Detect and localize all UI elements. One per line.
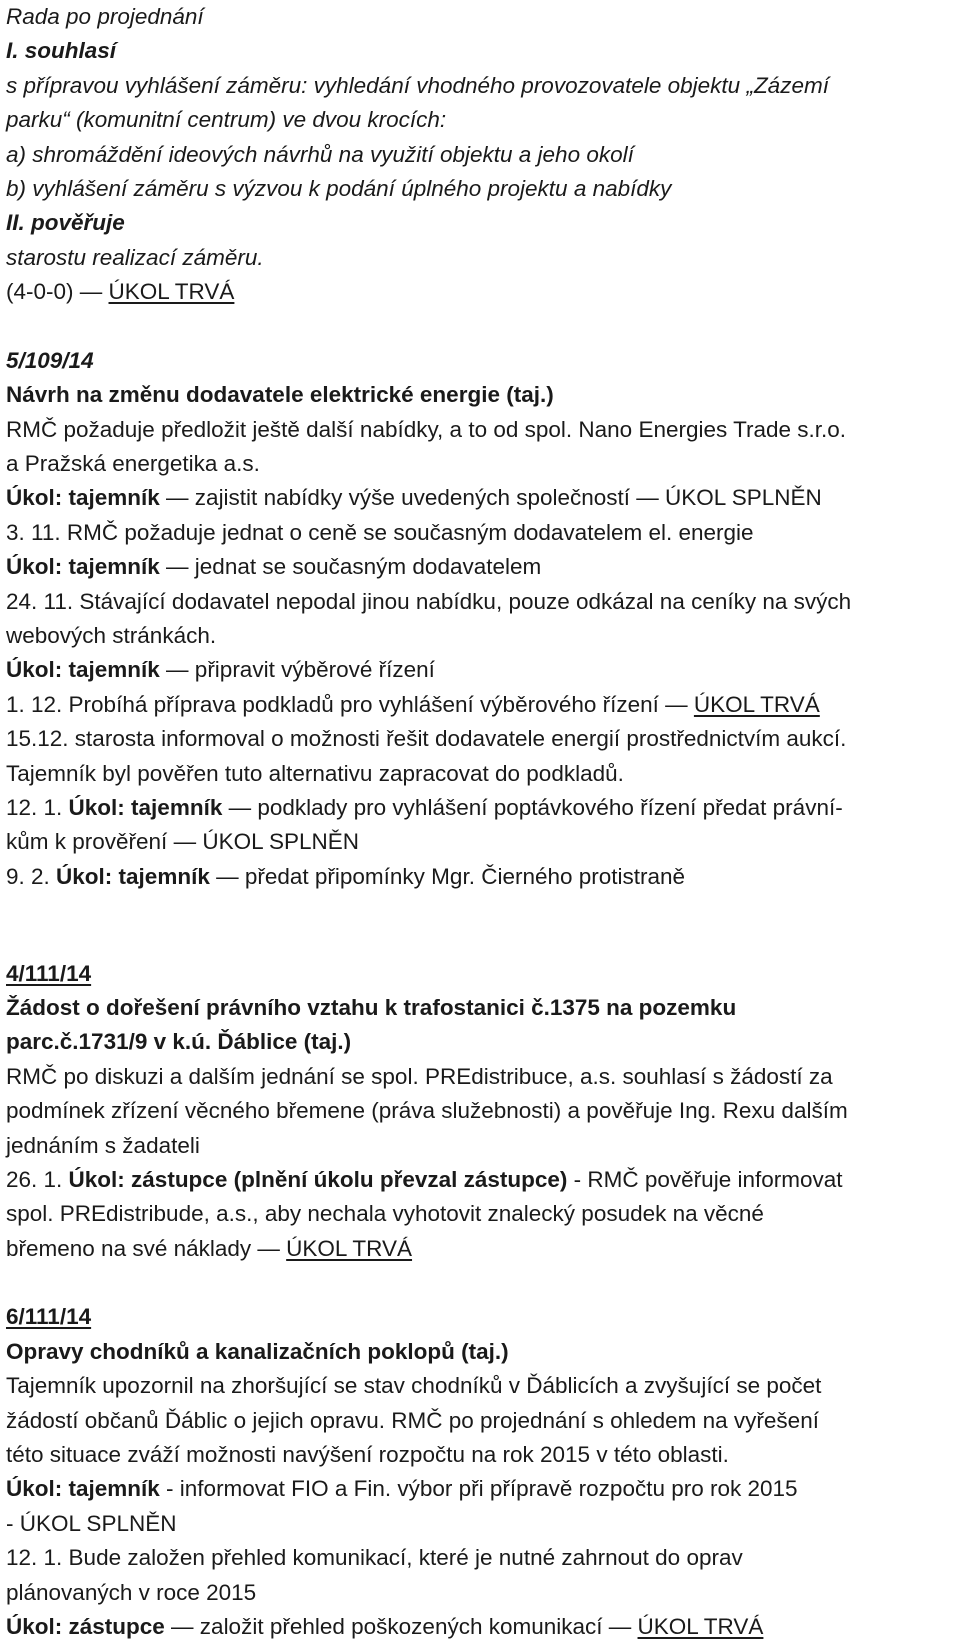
task-status: ÚKOL TRVÁ — [637, 1613, 764, 1639]
vote-result: (4-0-0) — — [6, 279, 109, 305]
task-line — [6, 860, 960, 894]
text-line: žádostí občanů Ďáblic o jejich opravu. RMČ po projednání s ohledem na vyřešení — [6, 1407, 819, 1433]
text-line: této situace zváží možnosti navýšení rozpočtu na rok 2015 v této oblasti. — [6, 1442, 729, 1468]
task-text: — založit přehled poškozených komunikací — — [164, 1613, 638, 1639]
item-number: 6/111/14 — [6, 1304, 92, 1330]
spacer — [6, 929, 960, 957]
spacer — [6, 310, 960, 344]
task-assignee: Úkol: zástupce — [6, 1613, 165, 1639]
list-item-a: a) shromáždění ideových návrhů na využití objektu a jeho okolí — [6, 141, 634, 167]
text-line: starostu realizací záměru. — [6, 244, 264, 270]
task-assignee: Úkol: tajemník — [6, 554, 160, 580]
text-line: 15.12. starosta informoval o možnosti řešit dodavatele energií prostřednictvím aukcí. — [6, 726, 847, 752]
text-line: spol. PREdistribude, a.s., aby nechala vyhotovit znalecký posudek na věcné — [6, 1201, 764, 1227]
task-text: 1. 12. Probíhá příprava podkladů pro vyhlášení výběrového řízení — — [6, 691, 694, 717]
text-line: jednáním s žadateli — [6, 1132, 200, 1158]
text-line: 24. 11. Stávající dodavatel nepodal jinou nabídku, pouze odkázal na ceníky na svých — [6, 588, 852, 614]
item-title: parc.č.1731/9 v k.ú. Ďáblice (taj.) — [6, 1029, 352, 1055]
task-line — [6, 1610, 960, 1644]
text-line: - ÚKOL SPLNĚN — [6, 1510, 177, 1536]
task-line — [6, 1163, 960, 1197]
text-line — [6, 1232, 960, 1266]
item-title: Návrh na změnu dodavatele elektrické energie (taj.) — [6, 382, 554, 408]
task-line — [6, 550, 960, 584]
text-line: Tajemník upozornil na zhoršující se stav chodníků v Ďáblicích a zvyšující se počet — [6, 1373, 822, 1399]
task-text: — zajistit nabídky výše uvedených společností — ÚKOL SPLNĚN — [159, 485, 822, 511]
task-line — [6, 481, 960, 515]
text-line: s přípravou vyhlášení záměru: vyhledání vhodného provozovatele objektu „Zázemí — [6, 72, 829, 98]
item-title: Opravy chodníků a kanalizačních poklopů (taj.) — [6, 1338, 509, 1364]
task-status: ÚKOL TRVÁ — [286, 1235, 413, 1261]
spacer — [6, 894, 960, 928]
task-date: 12. 1. — [6, 794, 69, 820]
list-item-b: b) vyhlášení záměru s výzvou k podání úplného projektu a nabídky — [6, 175, 672, 201]
task-line — [6, 1472, 960, 1506]
text-line: 3. 11. RMČ požaduje jednat o ceně se současným dodavatelem el. energie — [6, 519, 754, 545]
task-assignee: Úkol: zástupce (plnění úkolu převzal zástupce) — [68, 1166, 568, 1192]
task-text: — jednat se současným dodavatelem — [159, 554, 542, 580]
text-line: parku“ (komunitní centrum) ve dvou krocích: — [6, 107, 447, 133]
resolution-heading-1: I. souhlasí — [6, 38, 117, 64]
task-text: — připravit výběrové řízení — [159, 657, 435, 683]
task-status: ÚKOL TRVÁ — [693, 691, 820, 717]
item-number: 4/111/14 — [6, 960, 92, 986]
text-line: Tajemník byl pověřen tuto alternativu zapracovat do podkladů. — [6, 760, 624, 786]
task-line — [6, 791, 960, 825]
task-assignee: Úkol: tajemník — [68, 794, 223, 820]
text-line: podmínek zřízení věcného břemene (práva služebnosti) a pověřuje Ing. Rexu dalším — [6, 1098, 848, 1124]
text-line: webových stránkách. — [6, 623, 217, 649]
task-assignee: Úkol: tajemník — [6, 1476, 160, 1502]
task-text: — předat připomínky Mgr. Čierného protistraně — [209, 863, 686, 889]
text-line — [6, 688, 960, 722]
item-title: Žádost o dořešení právního vztahu k trafostanici č.1375 na pozemku — [6, 994, 737, 1020]
task-assignee: Úkol: tajemník — [6, 657, 160, 683]
text-line: a Pražská energetika a.s. — [6, 451, 260, 477]
task-text: - RMČ pověřuje informovat — [567, 1166, 843, 1192]
text-line: plánovaných v roce 2015 — [6, 1579, 257, 1605]
task-assignee: Úkol: tajemník — [56, 863, 210, 889]
text-line: kům k prověření — ÚKOL SPLNĚN — [6, 829, 360, 855]
vote-line — [6, 275, 960, 309]
task-date: 26. 1. — [6, 1166, 69, 1192]
item-number: 5/109/14 — [6, 347, 94, 373]
spacer — [6, 1266, 960, 1300]
task-date: 9. 2. — [6, 863, 57, 889]
intro-line: Rada po projednání — [6, 4, 204, 29]
task-status: ÚKOL TRVÁ — [108, 279, 235, 305]
text-line: RMČ po diskuzi a dalším jednání se spol. PREdistribuce, a.s. souhlasí s žádostí za — [6, 1063, 833, 1089]
text-line: 12. 1. Bude založen přehled komunikací, které je nutné zahrnout do oprav — [6, 1545, 743, 1571]
task-text: - informovat FIO a Fin. výbor při přípravě rozpočtu pro rok 2015 — [159, 1476, 798, 1502]
resolution-heading-2: II. pověřuje — [6, 210, 125, 236]
task-text: — podklady pro vyhlášení poptávkového řízení předat právní- — [222, 794, 843, 820]
task-text: břemeno na své náklady — — [6, 1235, 287, 1261]
text-line: RMČ požaduje předložit ještě další nabídky, a to od spol. Nano Energies Trade s.r.o. — [6, 416, 847, 442]
task-line — [6, 653, 960, 687]
task-assignee: Úkol: tajemník — [6, 485, 160, 511]
